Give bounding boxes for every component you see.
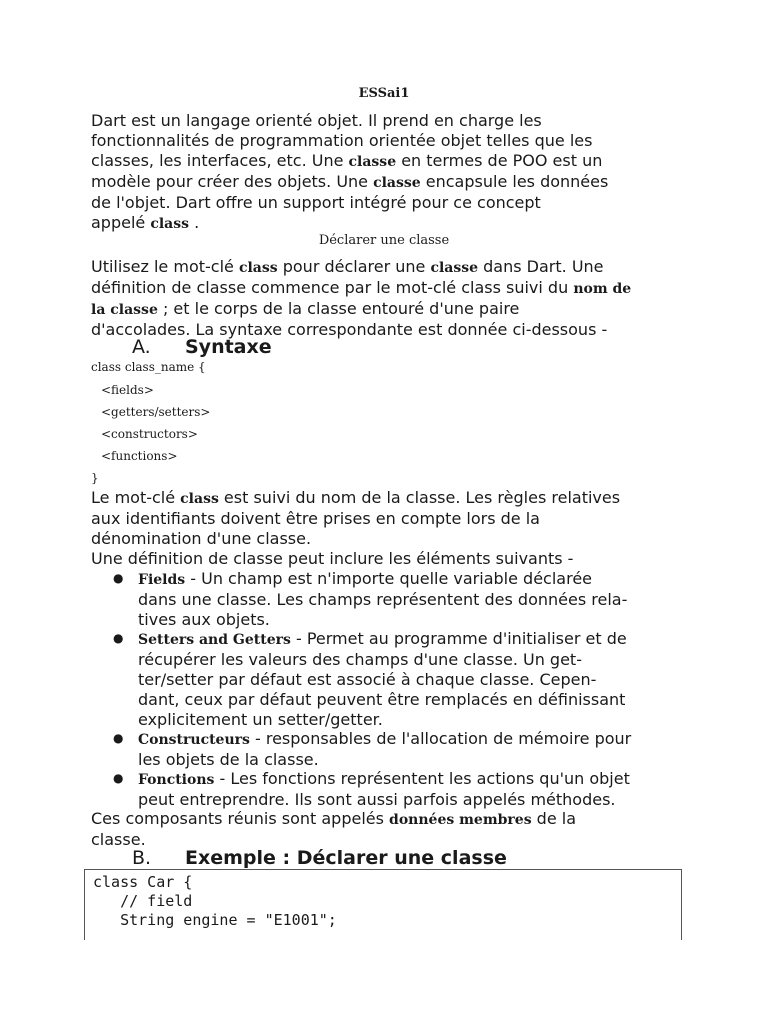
intro-line-6: appelé class . [91,213,200,232]
section-a-title: Syntaxe [185,336,272,358]
syntax-line: <getters/setters> [101,405,211,419]
syntax-line: } [91,471,99,485]
document-title: ESSai1 [358,86,410,101]
keyword-class: class [150,216,190,232]
keyword-classe: classe [373,175,421,191]
after-syntax-line-1: Le mot-clé class est suivi du nom de la classe. Les règles relatives [91,488,621,507]
closing-paragraph [91,809,691,850]
declare-line-2: définition de classe commence par le mot-clé class suivi du nom de [91,278,632,297]
syntax-line: <fields> [101,383,154,397]
section-b-letter: B. [132,847,152,869]
bullet-icon: ● [113,571,124,585]
intro-line-2: fonctionnalités de programmation orientée objet telles que les [91,131,593,150]
after-syntax-paragraph [91,488,691,569]
closing-line-1: Ces composants réunis sont appelés données membres de la [91,809,577,828]
intro-line-3: classes, les interfaces, etc. Une classe en termes de POO est un [91,151,603,170]
declare-line-4: d'accolades. La syntaxe correspondante est donnée ci-dessous - [91,320,608,339]
code-line: // field [93,892,193,910]
syntax-line: <functions> [101,449,178,463]
declare-line-3: la classe ; et le corps de la classe entouré d'une paire [91,299,520,318]
syntax-line: class class_name { [91,360,206,374]
bullet-icon: ● [113,631,124,645]
after-syntax-line-2: aux identifiants doivent être prises en compte lors de la [91,509,540,528]
bullet-icon: ● [113,731,124,745]
code-line: class Car { [93,873,193,891]
declare-paragraph [91,257,691,340]
term-setters-getters: Setters and Getters [138,632,291,648]
intro-line-5: de l'objet. Dart offre un support intégré pour ce concept [91,193,541,212]
section-a-letter: A. [132,336,151,358]
after-syntax-line-3: dénomination d'une classe. [91,529,312,548]
term-fields: Fields [138,572,186,588]
declare-line-1: Utilisez le mot-clé class pour déclarer une classe dans Dart. Une [91,257,604,276]
syntax-line: <constructors> [101,427,198,441]
after-syntax-line-4: Une définition de classe peut inclure les éléments suivants - [91,549,574,568]
intro-paragraph [91,111,691,234]
intro-line-4: modèle pour créer des objets. Une classe encapsule les données [91,172,609,191]
code-example-box [84,869,682,940]
intro-line-1: Dart est un langage orienté objet. Il prend en charge les [91,111,542,130]
declare-subtitle: Déclarer une classe [318,233,450,248]
closing-line-2: classe. [91,830,146,849]
keyword-classe: classe [348,154,397,170]
document-page: ESSai1 Dart est un langage orienté objet. Il prend en charge les fonctionnalités de programmation orientée objet telles que les classes, les interfaces, etc. Une classe en termes de POO est un modèle pour créer des objets. Une classe encapsule les données de l'objet. Dart offre un support intégré pour ce concept appelé class . Déclarer une classe Utilisez le mot-clé class pour déclarer une classe dans Dart. Une définition de classe commence par le mot-clé class suivi du nom de la classe ; et le corps de la classe entouré d'une paire d'accolades. La syntaxe correspondante est donnée ci-dessous - A. Syntaxe class class_name { <fields> <getters/setters> <constructors> <functions> } Le mot-clé class est suivi du nom de la classe. Les règles relatives aux identifiants doivent être prises en compte lors de la dénomination d'une classe. Une définition de classe peut inclure les éléments suivants - ● Fields - Un champ est n'importe quelle variable déclarée dans une classe. Les champs représentent des données rela- tives aux objets. ● Setters and Getters - Permet au programme d'initialiser et de récupérer les valeurs des champs d'une classe. Un get- ter/setter par défaut est associé à chaque classe. Cepen- dant, ceux par défaut peuvent être remplacés en définissant explicitement un setter/getter. ● Constructeurs - responsables de l'allocation de mémoire pour les objets de la classe. ● Fonctions - Les fonctions représentent les actions qu'un objet peut entreprendre. Ils sont aussi parfois appelés méthodes. Ces composants réunis sont appelés données membres de la classe. B. Exemple : Déclarer une classe class Car { // field String engine = "E1001"; [0,0,768,1024]
section-b-title: Exemple : Déclarer une classe [185,847,507,869]
bullet-icon: ● [113,771,124,785]
term-fonctions: Fonctions [138,772,215,788]
code-line: String engine = "E1001"; [93,911,337,929]
term-constructeurs: Constructeurs [138,732,250,748]
